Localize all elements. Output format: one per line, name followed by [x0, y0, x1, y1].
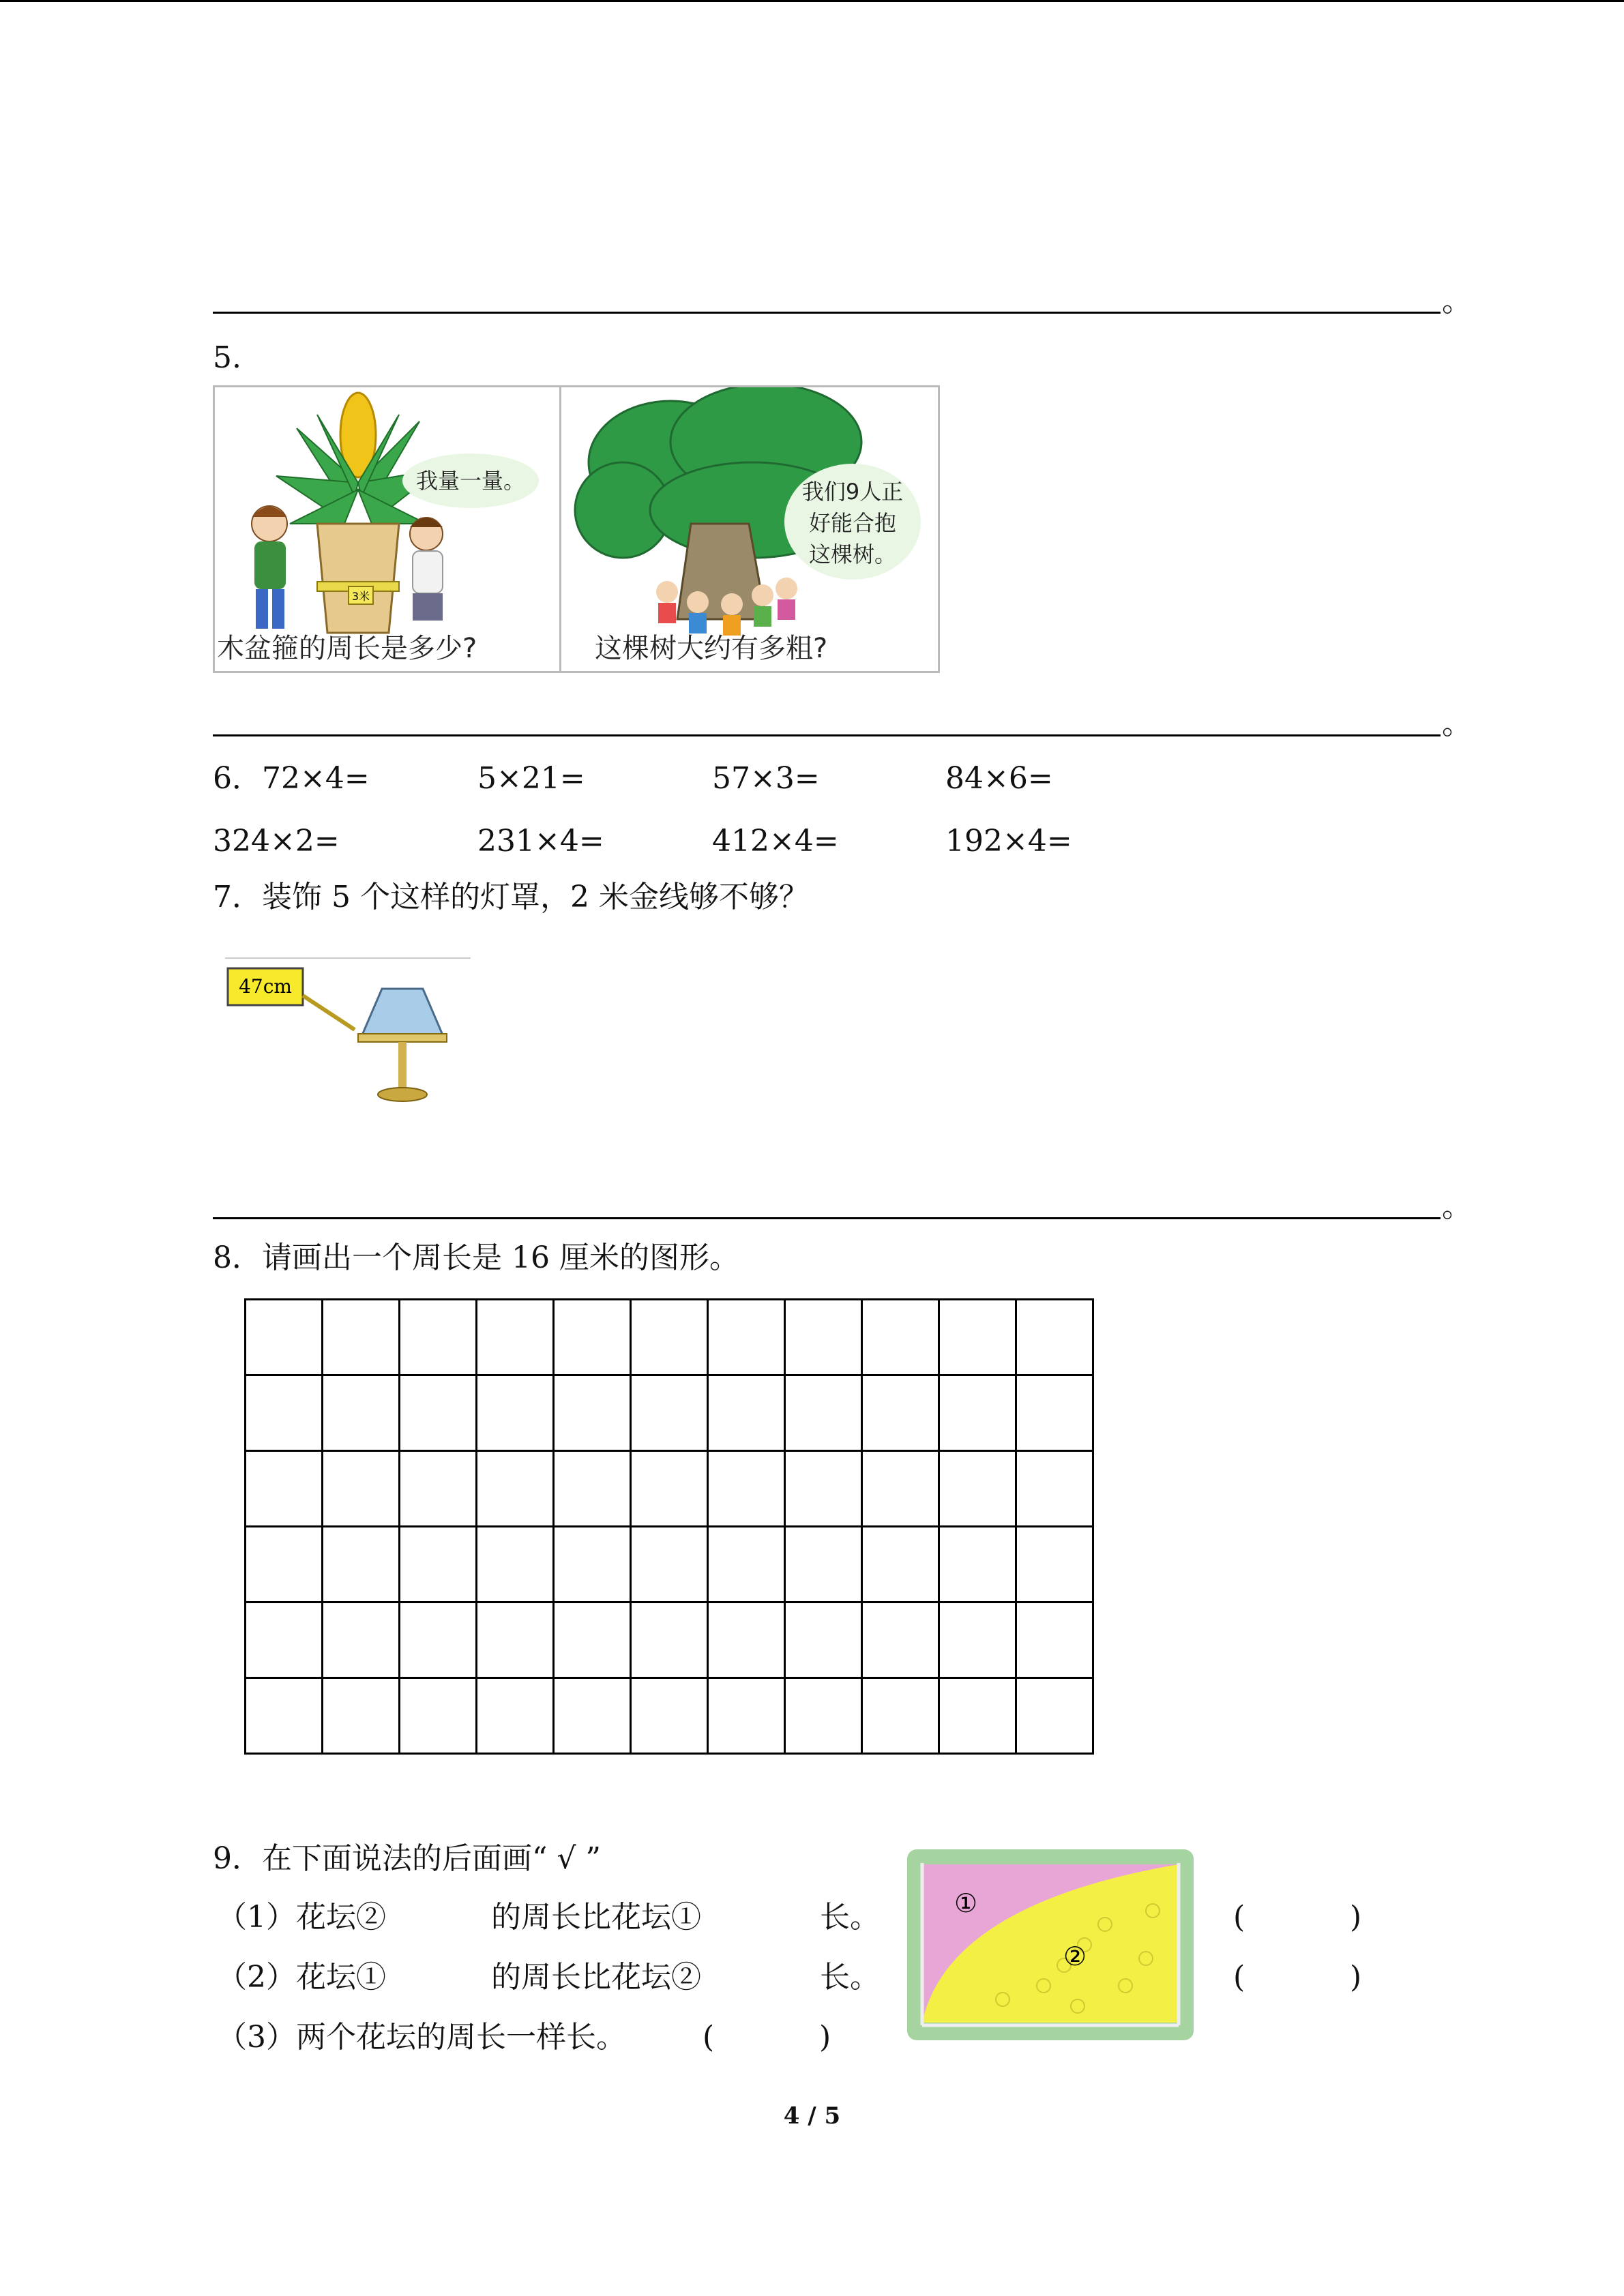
- flowerbed-label-2: ②: [1063, 1941, 1087, 1971]
- page-top-border: [0, 0, 1624, 2]
- q7-text: 7．装饰 5 个这样的灯罩，2 米金线够不够？: [213, 880, 809, 914]
- q6-item: 6．72×4=: [213, 761, 370, 796]
- q9-item-2-part-a: （2）花坛①: [217, 1960, 386, 1995]
- right-caption: 这棵树大约有多粗?: [595, 633, 828, 664]
- q9-item-2-part-b: 的周长比花坛②: [491, 1960, 701, 1995]
- q9-item-2-part-c: 长。: [820, 1960, 880, 1995]
- q9-item-2-answer[interactable]: ( ): [1233, 1960, 1362, 1995]
- q6-item: 84×6=: [945, 761, 1053, 796]
- lamp-illustration: [225, 955, 471, 1112]
- answer-line-q4[interactable]: [213, 312, 1441, 314]
- left-caption: 木盆箍的周长是多少?: [217, 633, 477, 664]
- answer-line-q7[interactable]: [213, 1217, 1441, 1219]
- q6-item: 192×4=: [945, 824, 1072, 859]
- lamp-label-text: 47cm: [239, 975, 292, 998]
- left-speech-bubble: 我量一量。: [402, 453, 539, 508]
- q9-item-1-part-c: 长。: [820, 1900, 880, 1935]
- q9-item-3-answer[interactable]: ( ): [703, 2020, 831, 2055]
- answer-period: 。: [1442, 284, 1472, 318]
- q6-item: 5×21=: [477, 761, 585, 796]
- q8-text: 8．请画出一个周长是 16 厘米的图形。: [213, 1240, 739, 1275]
- q6-item: 324×2=: [213, 824, 340, 859]
- answer-period: 。: [1442, 706, 1472, 741]
- q9-item-3-text: （3）两个花坛的周长一样长。: [217, 2020, 626, 2055]
- q6-item: 231×4=: [477, 824, 604, 859]
- q9-title: 9．在下面说法的后面画“ √ ”: [213, 1841, 601, 1876]
- flowerbed-picture: [907, 1849, 1194, 2040]
- pot-tag-text: 3米: [351, 590, 370, 603]
- right-bubble-line-1: 我们9人正: [801, 479, 904, 505]
- page-number: 4 / 5: [783, 2102, 841, 2130]
- answer-period: 。: [1442, 1189, 1472, 1224]
- right-bubble-line-3: 这棵树。: [808, 541, 896, 567]
- drawing-grid[interactable]: [244, 1298, 1094, 1755]
- right-bubble-line-2: 好能合抱: [808, 510, 896, 536]
- right-speech-bubble: [784, 464, 921, 580]
- q6-item: 412×4=: [712, 824, 839, 859]
- plant-measure-illustration: [215, 387, 560, 671]
- q6-item: 57×3=: [712, 761, 820, 796]
- flowerbed-label-1: ①: [954, 1888, 978, 1918]
- q9-item-1-part-b: 的周长比花坛①: [491, 1900, 701, 1935]
- q5-left-picture: [213, 385, 562, 673]
- q9-item-1-part-a: （1）花坛②: [217, 1900, 386, 1935]
- q5-number: 5.: [213, 340, 241, 375]
- flowerbed-illustration: [907, 1849, 1194, 2040]
- lamp-picture: [225, 955, 471, 1112]
- q9-item-1-answer[interactable]: ( ): [1233, 1900, 1362, 1935]
- answer-line-q5[interactable]: [213, 734, 1441, 736]
